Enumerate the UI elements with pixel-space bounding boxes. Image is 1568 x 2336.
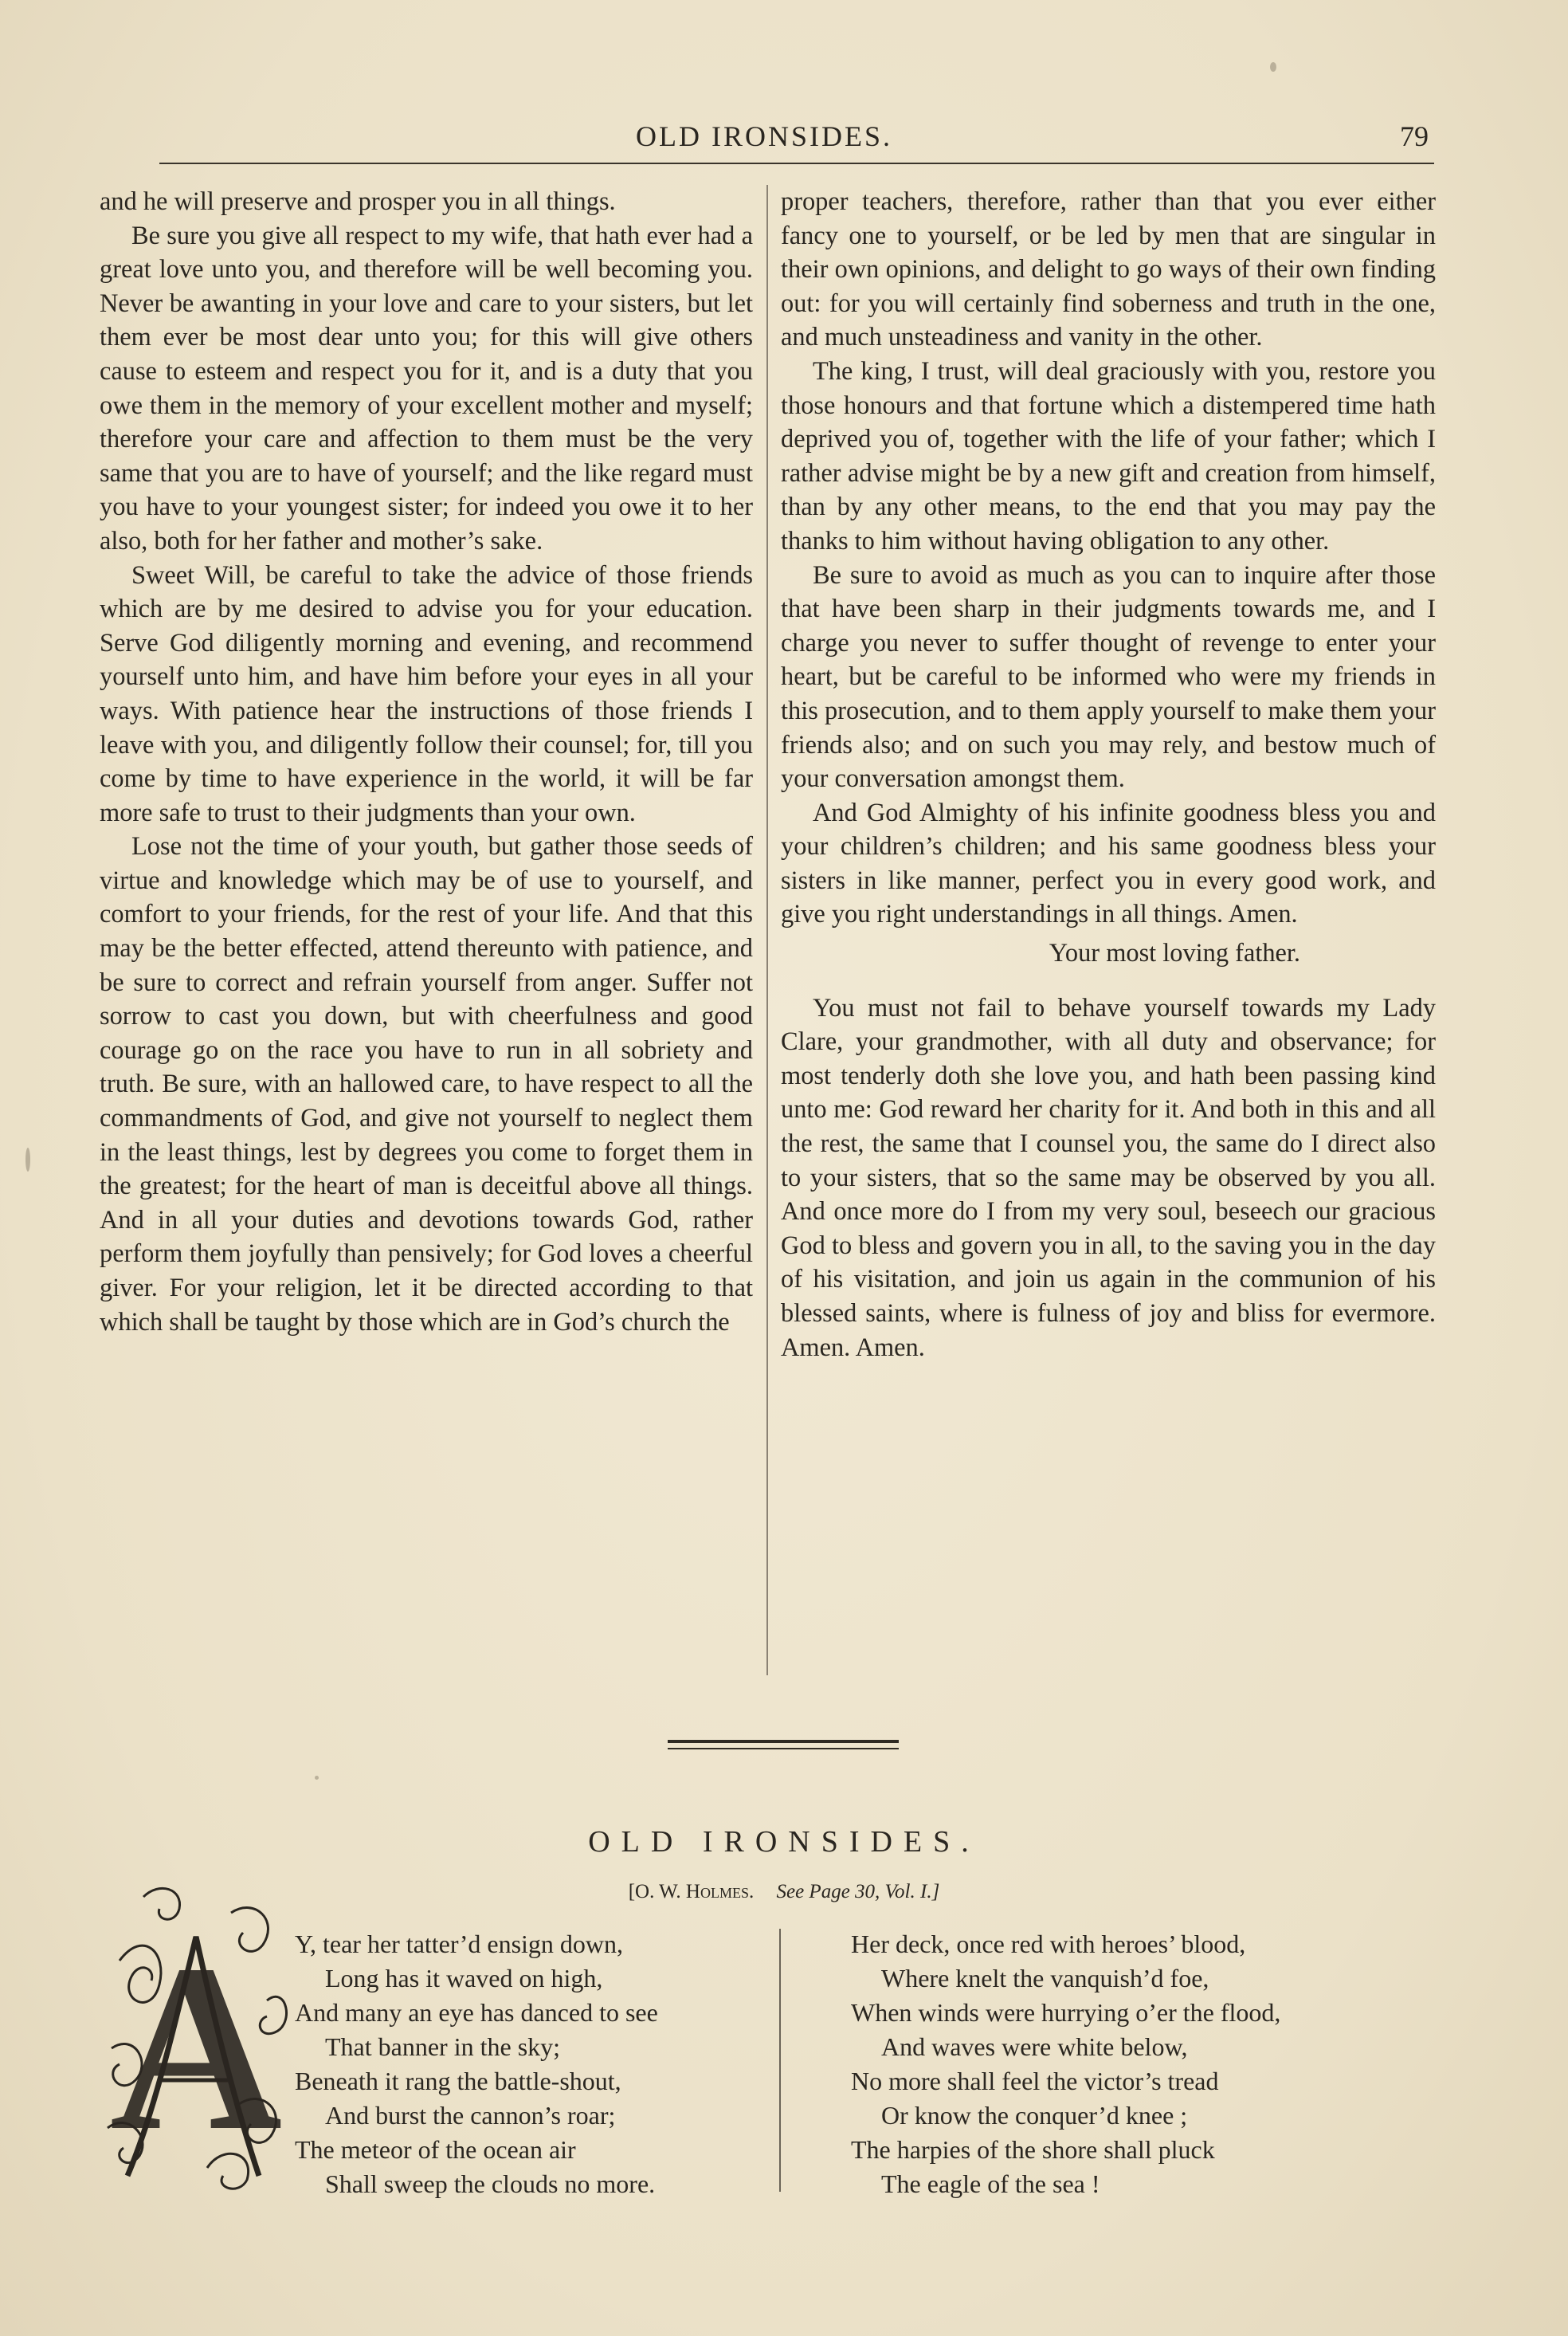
poem-line: No more shall feel the victor’s tread [851, 2067, 1219, 2095]
right-paragraph: proper teachers, therefore, rather than that you ever either fancy one to yourself, or be led by men that are singular in their own opinions, and delight to go ways of their own finding out: for you will certainly find soberness and truth in the one, and much unsteadiness and vanity in the other. [781, 187, 1436, 352]
poem-stanza-2 [851, 1927, 1280, 2201]
left-paragraph: and he will preserve and prosper you in all things. [100, 187, 616, 216]
poem-column-divider [779, 1929, 781, 2192]
poem-line: And waves were white below, [881, 2032, 1188, 2061]
left-paragraph: Be sure you give all respect to my wife, that hath ever had a great love unto you, and therefore will be well becoming you. Never be awanting in your love and care to your sisters, but let them ever be most dear unto you; for this will give others cause to esteem and respect you for it, and is a duty that you owe them in the memory of your excellent mother and myself; therefore your care and affection to them must be the very same that you are to have of yourself; and the like regard must you have to your youngest sister; for indeed you owe it to her also, both for her father and mother’s sake. [100, 221, 753, 556]
poem-line: And many an eye has danced to see [295, 1998, 658, 2027]
postscript-paragraph: You must not fail to behave yourself towards my Lady Clare, your grandmother, with all duty and observance; for most tenderly doth she love you, and hath been passing kind unto me: God reward her charity for it. And both in this and all the rest, the same that I counsel you, the same do I direct also to your sisters, that so the same may be observed by you all. And once more do I from my very soul, beseech our gracious God to bless and govern you in all, to the saving you in the day of his visitation, and join us again in the communion of his blessed saints, where is fulness of joy and bliss for evermore. Amen. Amen. [781, 993, 1436, 1362]
poem-line: Or know the conquer’d knee ; [881, 2101, 1188, 2130]
poem-line: Y, tear her tatter’d ensign down, [295, 1930, 624, 1958]
ornamental-drop-cap [96, 1865, 296, 2200]
running-head [100, 120, 1429, 159]
poem-author: [O. W. Holmes. [628, 1881, 755, 1902]
poem-line: The harpies of the shore shall pluck [851, 2135, 1215, 2164]
paper-speck [25, 1148, 30, 1172]
poem-line: Beneath it rang the battle-shout, [295, 2067, 621, 2095]
right-paragraph: The king, I trust, will deal graciously with you, restore you those honours and that fortune which a distempered time hath deprived you of, together with the life of your father; which I rather advise might be by a new gift and creation from himself, than by any other means, to the end that you may pay the thanks to him without having obligation to any other. [781, 356, 1436, 556]
poem-line: Long has it waved on high, [325, 1964, 603, 1992]
poem-line: That banner in the sky; [325, 2032, 561, 2061]
poem-line: Shall sweep the clouds no more. [325, 2169, 656, 2198]
poem-line: The meteor of the ocean air [295, 2135, 576, 2164]
right-paragraph: Be sure to avoid as much as you can to inquire after those that have been sharp in their judgments towards me, and I charge you never to suffer thought of revenge to enter your heart, but be careful to be informed who were my friends in this prosecution, and to them apply yourself to make them your friends also; and on such you may rely, and bestow much of your conversation amongst them. [781, 560, 1436, 794]
left-paragraph: Sweet Will, be careful to take the advice of those friends which are by me desired to advise you for your education. Serve God diligently morning and evening, and recommend yourself unto him, and have him before your eyes in all your ways. With patience hear the instructions of those friends I leave with you, and diligently follow their counsel; for, till you come by time to have experience in the world, it will be far more safe to trust to their judgments than your own. [100, 560, 753, 827]
drop-cap-letter: A [109, 1915, 283, 2180]
running-title: OLD IRONSIDES. [635, 120, 892, 152]
poem-stanza-1 [295, 1927, 658, 2201]
section-rule-bottom [668, 1748, 899, 1749]
paper-speck [1270, 62, 1276, 72]
left-paragraph: Lose not the time of your youth, but gather those seeds of virtue and knowledge which may be of use to yourself, and comfort to your friends, for the rest of your life. And that this may be the better effected, attend thereunto with patience, and be sure to correct and refrain yourself from anger. Suffer not sorrow to cast you down, but with cheerfulness and good courage go on the race you have to run in all sobriety and truth. Be sure, with an hallowed care, to have respect to all the commandments of God, and give not yourself to neglect them in the least things, lest by degrees you come to forget them in the greatest; for the heart of man is deceitful above all things. And in all your duties and devotions towards God, rather perform them joyfully than pensively; for God loves a cheerful giver. For your religion, let it be directed according to that which shall be taught by those which are in God’s church the [100, 832, 753, 1337]
poem-line: Her deck, once red with heroes’ blood, [851, 1930, 1246, 1958]
poem-title: OLD IRONSIDES. [588, 1825, 980, 1859]
poem-line: When winds were hurrying o’er the flood, [851, 1998, 1281, 2027]
right-column [781, 185, 1436, 1364]
section-rule-top [668, 1740, 899, 1743]
page-number: 79 [1400, 120, 1429, 152]
poem-line: Where knelt the vanquish’d foe, [881, 1964, 1209, 1992]
letter-signoff: Your most loving father. [1049, 939, 1300, 968]
column-divider [766, 185, 768, 1675]
poem-line: And burst the cannon’s roar; [325, 2101, 616, 2130]
right-paragraph: And God Almighty of his infinite goodness bless you and your children’s children; and his same goodness bless your sisters in like manner, perfect you in every good work, and give you right understandings in all things. Amen. [781, 798, 1436, 929]
poem-line: The eagle of the sea ! [881, 2169, 1100, 2198]
poem-reference: See Page 30, Vol. I.] [776, 1881, 940, 1902]
header-rule [159, 163, 1434, 164]
paper-speck [315, 1776, 319, 1780]
left-column [100, 185, 753, 1339]
